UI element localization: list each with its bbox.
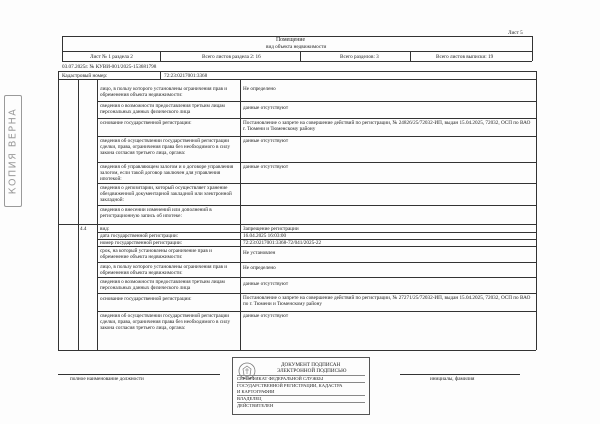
section-number: 4.4 <box>80 226 87 232</box>
row-value: Постановление о запрете на совершение действий по регистрации, № 27271/25/72032-ИП, выдан 15.04.2025, 72032, ОСП по ВАО по г. Тюмени и Тюменскому району <box>243 295 531 307</box>
rule <box>410 51 411 61</box>
footer-position: полное наименование должности <box>70 376 144 382</box>
section-sheets-label: Всего листов раздела 2: 16 <box>202 54 261 60</box>
row-value: Постановление о запрете на совершение действий по регистрации, № 24826/25/72032-ИП, выдан 15.04.2025, 72032, ОСП по ВАО г. Тюмени и Тюменскому району <box>243 120 531 132</box>
rule <box>160 71 161 79</box>
rule <box>97 246 536 247</box>
row-label: срок, на который установлены ограничение прав и обременение объекта недвижимости: <box>100 248 212 260</box>
row-value: данные отсутствуют <box>243 281 289 287</box>
rule <box>97 136 536 137</box>
row-value: данные отсутствуют <box>243 313 289 319</box>
rule <box>58 71 536 72</box>
row-label: основание государственной регистрации: <box>100 296 192 302</box>
rule <box>62 51 532 52</box>
signature-title: ДОКУМЕНТ ПОДПИСАН <box>281 362 341 368</box>
rule <box>97 277 536 278</box>
rule <box>400 374 520 375</box>
rule <box>62 36 532 37</box>
rule <box>62 61 532 62</box>
rule <box>532 36 533 61</box>
rule <box>536 71 537 350</box>
rule <box>58 350 536 351</box>
row-label: номер государственной регистрации: <box>100 240 183 246</box>
signature-line: ДЕЙСТВИТЕЛЕН <box>237 403 274 408</box>
rule <box>97 293 536 294</box>
row-label: лицо, в пользу которого установлены ограничения прав и обременения объекта недвижимости: <box>100 264 228 276</box>
rule <box>97 101 536 102</box>
rule <box>97 162 536 163</box>
row-label: сведения об управляющем залогом и о договоре управления залогом, если такой договор заключен для управления ипотекой: <box>100 164 234 182</box>
rule <box>58 224 536 225</box>
row-value: 16.04.2025 16:03:00 <box>243 233 287 239</box>
row-value: данные отсутствуют <box>243 164 289 170</box>
row-label: основание государственной регистрации: <box>100 120 192 126</box>
row-value: Не определено <box>243 86 276 92</box>
rule <box>78 79 79 350</box>
rule <box>58 374 220 375</box>
rule <box>97 118 536 119</box>
copy-stamp-text: КОПИЯ ВЕРНА <box>7 107 19 195</box>
row-label: сведения о депозитарии, который осуществляет хранение обездвиженной документарной закладной или электронной закладной: <box>100 185 232 203</box>
rule <box>97 311 536 312</box>
row-label: сведения о возможности предоставления третьим лицам персональных данных физического лица <box>100 103 225 115</box>
row-value: Не определено <box>243 265 276 271</box>
rule <box>97 183 536 184</box>
rule <box>58 71 59 350</box>
total-sheets-label: Всего листов выписки: 19 <box>436 54 494 60</box>
cadastral-label: Кадастровый номер: <box>62 73 108 79</box>
signature-line: И КАРТОГРАФИИ <box>237 389 275 394</box>
row-value: данные отсутствуют <box>243 138 289 144</box>
row-value: 72:23:0217001:3368-72/041/2025-22 <box>243 240 322 246</box>
section-type-label: вид: <box>100 226 110 232</box>
rule <box>58 79 536 80</box>
object-title: Помещение <box>276 37 306 43</box>
row-label: дата государственной регистрации: <box>100 233 179 239</box>
signature-line: ГОСУДАРСТВЕННОЙ РЕГИСТРАЦИИ, КАДАСТРА <box>237 383 343 388</box>
rule <box>240 79 241 350</box>
sheet-number: Лист 5 <box>508 30 523 36</box>
footer-name: инициалы, фамилия <box>430 376 475 382</box>
cadastral-value: 72:23:0217001:3368 <box>164 73 208 79</box>
object-subtitle: вид объекта недвижимости <box>266 44 327 50</box>
row-label: сведения о внесении изменений или дополнений в регистрационную запись об ипотеке: <box>100 207 212 219</box>
row-label: лицо, в пользу которого установлены ограничения прав и обременения объекта недвижимости: <box>100 86 228 98</box>
rule <box>62 36 63 61</box>
rule <box>160 51 161 61</box>
doc-reference: 03.07.2025г. № КУВИ-001/2025-153681798 <box>62 64 157 70</box>
row-label: сведения об осуществлении государственной регистрации сделки, права, ограничения права без необходимого в силу закона согласия третьего лица, органа: <box>100 138 231 156</box>
copy-verified-stamp <box>4 95 22 207</box>
rule <box>97 205 536 206</box>
sections-label: Всего разделов: 3 <box>340 54 379 60</box>
rule <box>97 262 536 263</box>
rule <box>300 51 301 61</box>
row-label: сведения о возможности предоставления третьим лицам персональных данных физического лица <box>100 279 225 291</box>
rule <box>97 79 98 350</box>
signature-line: ВЛАДЕЛЕЦ <box>237 396 262 401</box>
row-value: Не установлен <box>243 250 276 256</box>
row-label: сведения об осуществлении государственной регистрации сделки, права, ограничения права без необходимого в силу закона согласия третьего лица, органа: <box>100 313 231 331</box>
signature-line: СЕРТИФИКАТ ФЕДЕРАЛЬНОЙ СЛУЖБЫ <box>237 376 324 381</box>
row-value: данные отсутствуют <box>243 105 289 111</box>
signature-subtitle: ЭЛЕКТРОННОЙ ПОДПИСЬЮ <box>277 368 347 374</box>
electronic-signature-box <box>232 357 370 415</box>
sheet-no-label: Лист № 1 раздела 2 <box>90 54 133 60</box>
section-type-value: Запрещение регистрации <box>243 226 299 232</box>
